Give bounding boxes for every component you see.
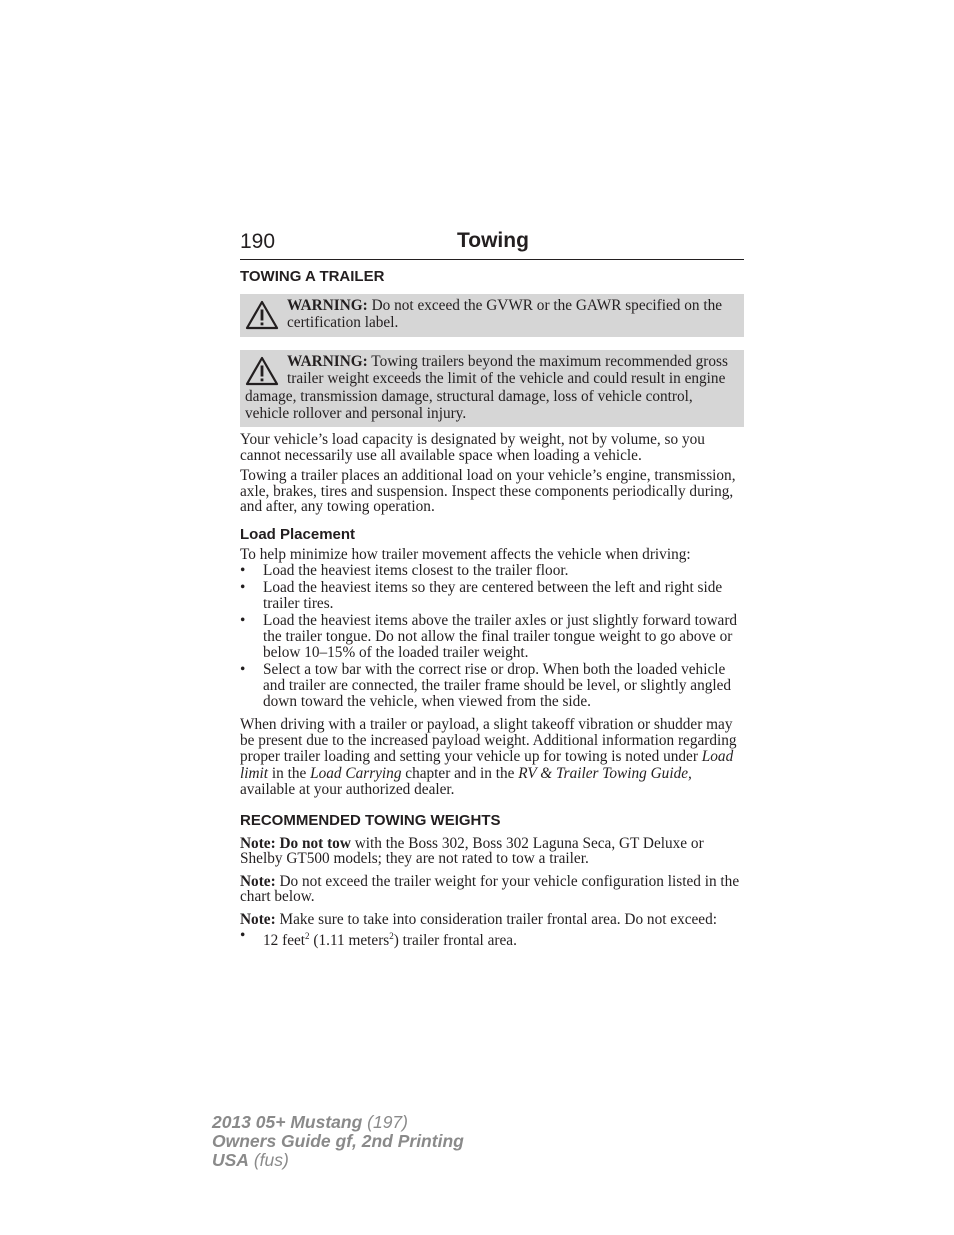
bullet: •: [240, 660, 246, 678]
warning-text: Do not exceed the GVWR or the GAWR specified on the certification label.: [287, 297, 723, 332]
note-trailer-weight: Note: Do not exceed the trailer weight for your vehicle configuration listed in the chart below.: [240, 872, 740, 906]
page-header: [240, 228, 744, 260]
bullet: •: [240, 611, 246, 629]
warning-box-trailer-weight: [240, 350, 744, 427]
chapter-title: Towing: [457, 229, 529, 252]
load-placement-intro: To help minimize how trailer movement affects the vehicle when driving:: [240, 545, 691, 563]
list-item: • Load the heaviest items above the trailer axles or just slightly forward toward the trailer tongue. Do not allow the final trailer tongue weight to go above or below 10–15% of the loaded trailer weight.: [240, 611, 738, 661]
payload-vibration-paragraph: When driving with a trailer or payload, a slight takeoff vibration or shudder may be present due to the increased payload weight. Additional information regarding proper trailer loading and setting your vehicle up for towing is noted under Load limit in the Load Carrying chapter and in the RV & Trailer Towing Guide, available at your authorized dealer.: [240, 715, 737, 799]
warning-text: Towing trailers beyond the maximum recommended gross trailer weight exceeds the limit of the vehicle and could result in engine damage, transmission damage, structural damage, loss of vehicle control, vehicle rollover and personal injury.: [245, 353, 728, 422]
list-item: • Load the heaviest items so they are centered between the left and right side trailer tires.: [240, 578, 723, 612]
section-title-recommended-towing-weights: RECOMMENDED TOWING WEIGHTS: [240, 811, 501, 829]
note-do-not-tow: Note: Do not tow with the Boss 302, Boss 302 Laguna Seca, GT Deluxe or Shelby GT500 models; they are not rated to tow a trailer.: [240, 834, 704, 868]
load-placement-list: [240, 563, 744, 710]
section-title-towing-a-trailer: TOWING A TRAILER: [240, 268, 385, 285]
warning-label: WARNING:: [287, 297, 368, 314]
footer-region-line: USA (fus): [212, 1150, 289, 1170]
bullet: •: [240, 578, 246, 596]
warning-label: WARNING:: [287, 353, 368, 370]
bullet: •: [240, 926, 246, 944]
footer-guide-line: Owners Guide gf, 2nd Printing: [212, 1131, 464, 1151]
page-content: [240, 268, 744, 950]
note-frontal-area: Note: Make sure to take into consideration trailer frontal area. Do not exceed:: [240, 910, 717, 928]
warning-triangle-icon: [245, 356, 279, 386]
list-item: • Select a tow bar with the correct rise or drop. When both the loaded vehicle and trailer are connected, the trailer frame should be level, or slightly angled down toward the vehicle, when viewed from the side.: [240, 660, 732, 710]
footer-model-line: 2013 05+ Mustang (197): [212, 1112, 408, 1132]
warning-triangle-icon: [245, 300, 279, 330]
bullet: •: [240, 561, 246, 579]
load-capacity-paragraph: Your vehicle’s load capacity is designated by weight, not by volume, so you cannot necessarily use all available space when loading a vehicle.: [240, 431, 705, 464]
page-footer: [212, 1113, 464, 1170]
list-item: • 12 feet$^2$ (1.11 meters$^2$) trailer frontal area.: [240, 926, 517, 949]
list-item: • Load the heaviest items closest to the trailer floor.: [240, 561, 569, 579]
page-number: 190: [240, 230, 276, 253]
frontal-area-list: [240, 928, 744, 949]
towing-load-paragraph: Towing a trailer places an additional load on your vehicle’s engine, transmission, axle, brakes, tires and suspension. Inspect these components periodically during, and after, any towing operation.: [240, 467, 736, 516]
subsection-title-load-placement: Load Placement: [240, 525, 356, 543]
warning-box-gvwr: [240, 294, 744, 337]
